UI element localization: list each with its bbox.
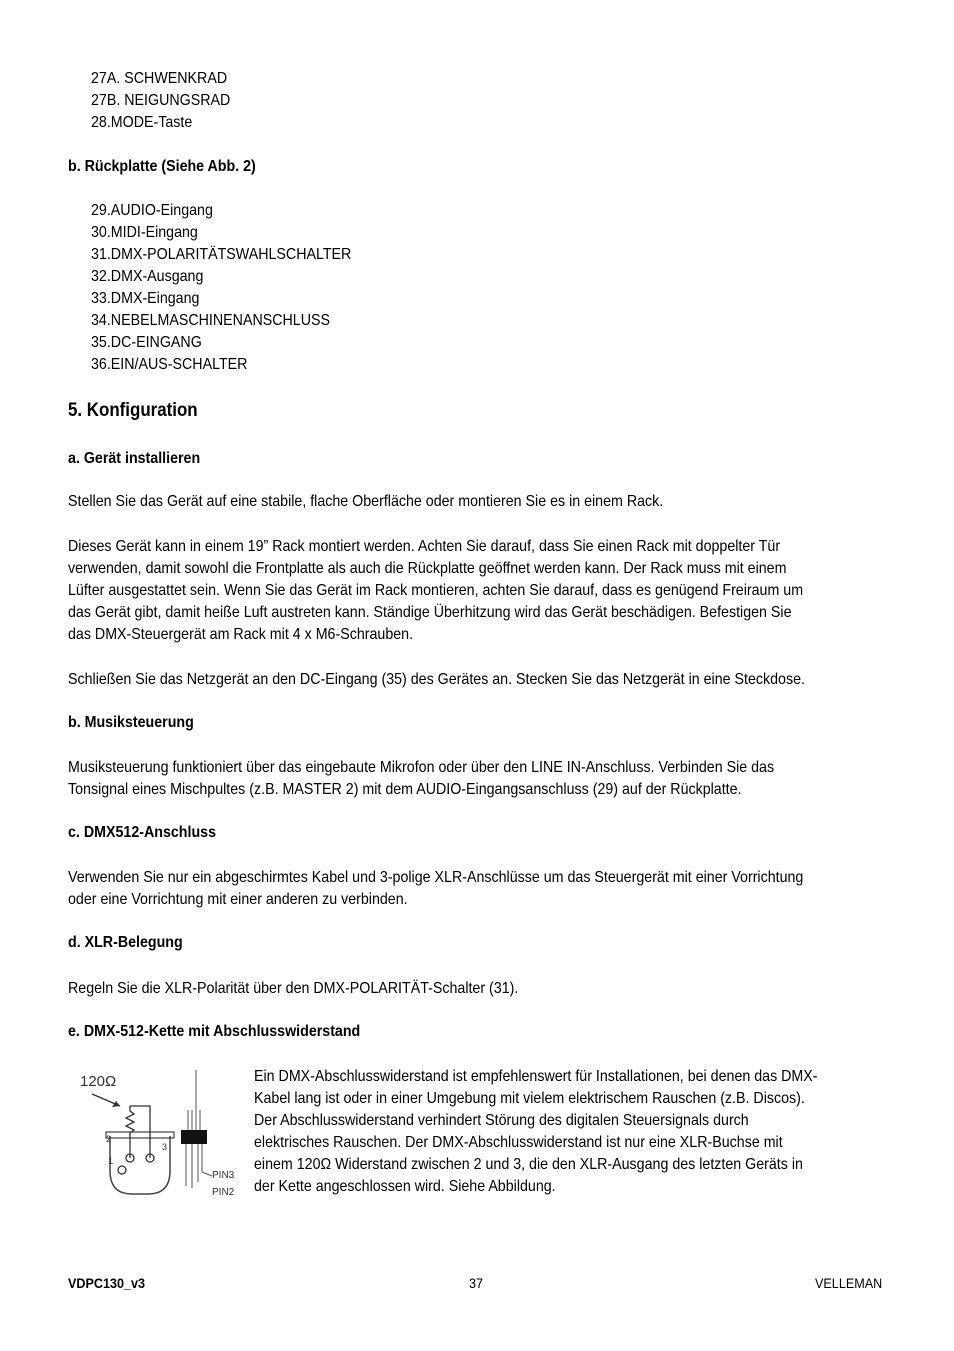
subheading-music-control: b. Musiksteuerung	[68, 714, 194, 731]
text-line: Kabel lang ist oder in einer Umgebung mit vielem elektrischem Rauschen (z.B. Discos).	[254, 1090, 805, 1107]
pin2-label: PIN2	[212, 1187, 235, 1198]
text-line: der Kette angeschlossen wird. Siehe Abbildung.	[254, 1178, 556, 1195]
text-line: einem 120Ω Widerstand zwischen 2 und 3, die den XLR-Ausgang des letzten Geräts in	[254, 1156, 803, 1173]
paragraph	[68, 757, 887, 801]
subheading-xlr: d. XLR-Belegung	[68, 934, 183, 951]
text-line: Der Abschlusswiderstand verhindert Störung des digitalen Steuersignals durch	[254, 1112, 749, 1129]
paragraph	[68, 978, 887, 1000]
subheading-dmx512: c. DMX512-Anschluss	[68, 824, 216, 841]
text-line: Tonsignal eines Mischpultes (z.B. MASTER 2) mit dem AUDIO-Eingangsanschluss (29) auf der Rückplatte.	[68, 781, 742, 798]
text-line: Stellen Sie das Gerät auf eine stabile, flache Oberfläche oder montieren Sie es in einem Rack.	[68, 493, 664, 510]
list-item: 27A. SCHWENKRAD	[91, 70, 228, 87]
list-item: 30.MIDI-Eingang	[91, 224, 198, 241]
text-line: Schließen Sie das Netzgerät an den DC-Eingang (35) des Gerätes an. Stecken Sie das Netzgerät in eine Steckdose.	[68, 671, 805, 688]
subheading-rear-panel: b. Rückplatte (Siehe Abb. 2)	[68, 158, 256, 175]
pin-label: 1	[108, 1156, 114, 1166]
xlr-body	[110, 1136, 170, 1194]
text-line: Regeln Sie die XLR-Polarität über den DMX-POLARITÄT-Schalter (31).	[68, 980, 519, 997]
list-item: 32.DMX-Ausgang	[91, 268, 204, 285]
paragraph	[68, 867, 887, 911]
text-line: Lüfter ausgestattet sein. Wenn Sie das Gerät im Rack montieren, achten Sie darauf, dass es genügend Freiraum um	[68, 582, 804, 599]
footer-model: VDPC130_v3	[68, 1275, 146, 1291]
list-item: 34.NEBELMASCHINENANSCHLUSS	[91, 312, 330, 329]
list-item: 31.DMX-POLARITÄTSWAHLSCHALTER	[91, 246, 352, 263]
xlr-terminator-diagram	[70, 1066, 242, 1201]
pin-label: 2	[106, 1134, 112, 1144]
subheading-install: a. Gerät installieren	[68, 450, 201, 467]
text-line: das Gerät gibt, damit heiße Luft austreten kann. Ständige Überhitzung wird das Gerät beschädigen. Befestigen Sie	[68, 604, 792, 621]
paragraph	[68, 669, 887, 691]
text-line: das DMX-Steuergerät am Rack mit 4 x M6-Schrauben.	[68, 626, 414, 643]
arrow-head	[112, 1101, 120, 1107]
list-item: 36.EIN/AUS-SCHALTER	[91, 356, 248, 373]
paragraph	[254, 1066, 877, 1198]
text-line: oder eine Vorrichtung mit einer anderen zu verbinden.	[68, 891, 408, 908]
text-line: verwenden, damit sowohl die Frontplatte als auch die Rückplatte geöffnet werden kann. Der Rack muss mit einem	[68, 560, 787, 577]
list-item: 27B. NEIGUNGSRAD	[91, 92, 231, 109]
list-item: 33.DMX-Eingang	[91, 290, 200, 307]
text-line: Ein DMX-Abschlusswiderstand ist empfehlenswert für Installationen, bei denen das DMX-	[254, 1068, 818, 1085]
paragraph	[68, 491, 887, 513]
pin-label: 3	[162, 1142, 168, 1152]
lead-line	[202, 1172, 212, 1176]
text-line: Verwenden Sie nur ein abgeschirmtes Kabel und 3-polige XLR-Anschlüsse um das Steuergerät mit einer Vorrichtung	[68, 869, 804, 886]
pin3-label: PIN3	[212, 1170, 235, 1181]
pin-1	[118, 1166, 126, 1174]
page-number: 37	[469, 1275, 484, 1291]
list-item: 28.MODE-Taste	[91, 114, 193, 131]
text-line: Dieses Gerät kann in einem 19” Rack montiert werden. Achten Sie darauf, dass Sie einen Rack mit doppelter Tür	[68, 538, 781, 555]
list-item: 35.DC-EINGANG	[91, 334, 202, 351]
footer-brand: VELLEMAN	[815, 1275, 883, 1291]
list-item: 29.AUDIO-Eingang	[91, 202, 213, 219]
text-line: elektrisches Rauschen. Der DMX-Abschlusswiderstand ist nur eine XLR-Buchse mit	[254, 1134, 783, 1151]
resistor-body-icon	[181, 1130, 207, 1144]
subheading-dmx-chain: e. DMX-512-Kette mit Abschlusswiderstand	[68, 1023, 361, 1040]
xlr-rim	[106, 1132, 174, 1138]
paragraph	[68, 536, 887, 646]
section-title: 5. Konfiguration	[68, 400, 198, 421]
resistor-label: 120Ω	[80, 1073, 117, 1090]
text-line: Musiksteuerung funktioniert über das eingebaute Mikrofon oder über den LINE IN-Anschluss. Verbinden Sie das	[68, 759, 775, 776]
